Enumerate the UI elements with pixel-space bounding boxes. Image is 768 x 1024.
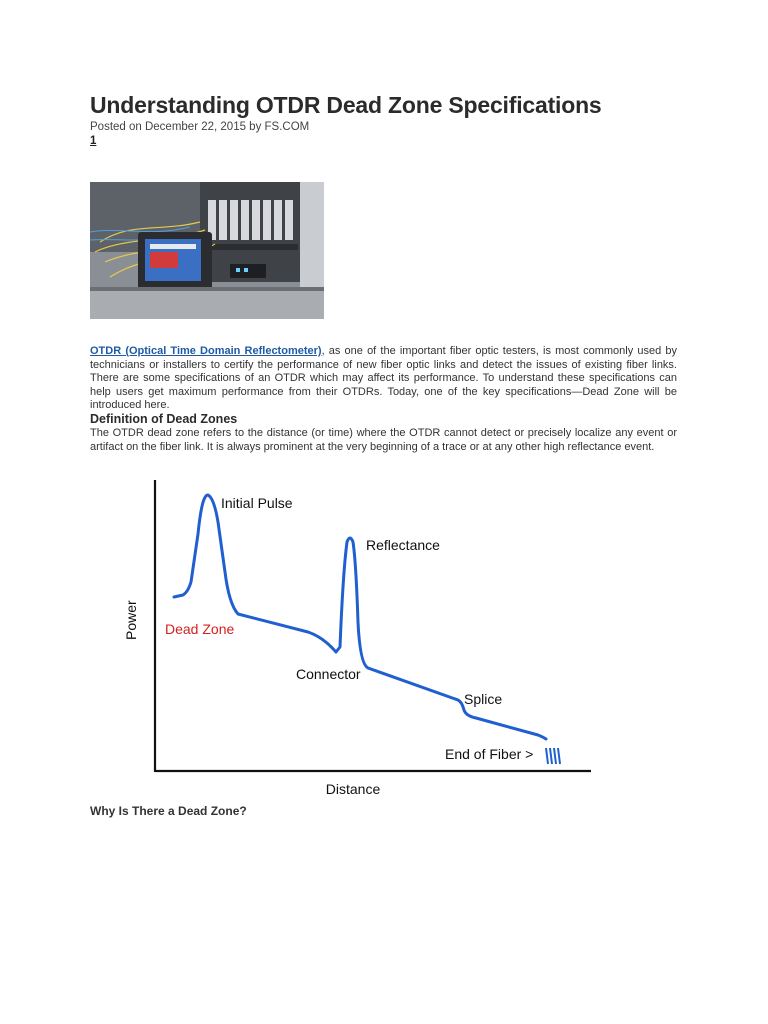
otdr-link[interactable]: OTDR (Optical Time Domain Reflectometer) [90,345,322,357]
y-axis-label: Power [123,600,139,640]
section-heading-why: Why Is There a Dead Zone? [90,804,247,818]
label-initial-pulse: Initial Pulse [221,495,293,511]
label-end-of-fiber: End of Fiber > [445,746,534,762]
end-of-fiber-marks [546,748,560,764]
x-axis-label: Distance [325,781,381,797]
section-heading-definition: Definition of Dead Zones [90,412,238,426]
post-meta: Posted on December 22, 2015 by FS.COM [90,121,310,133]
intro-text: , as one of the important fiber optic testers, is most commonly used by technicians or installers to certify the performance of new fiber optic links and detect the issues of existing fiber links. There are some specifications of an OTDR which may affect its performance. To understand these specifications can help users get maximum performance from their OTDRs. Today, one of the key specifications—Dead Zone will be introduced here. [90,345,678,411]
dead-zone-diagram [123,472,608,802]
definition-paragraph: The OTDR dead zone refers to the distance (or time) where the OTDR cannot detect or precisely localize any event or artifact on the fiber link. It is always prominent at the very beginning of a trace or at any other high reflectance event. [90,427,677,453]
otdr-equipment-photo [90,182,324,319]
otdr-photo-illustration [90,182,324,319]
label-connector: Connector [296,666,361,682]
intro-paragraph [90,345,677,413]
page-number-link[interactable]: 1 [90,135,97,147]
label-splice: Splice [464,691,503,707]
page-title: Understanding OTDR Dead Zone Specifications [90,92,602,118]
label-dead-zone: Dead Zone [165,621,235,637]
label-reflectance: Reflectance [366,537,440,553]
dead-zone-diagram-svg [123,472,608,802]
